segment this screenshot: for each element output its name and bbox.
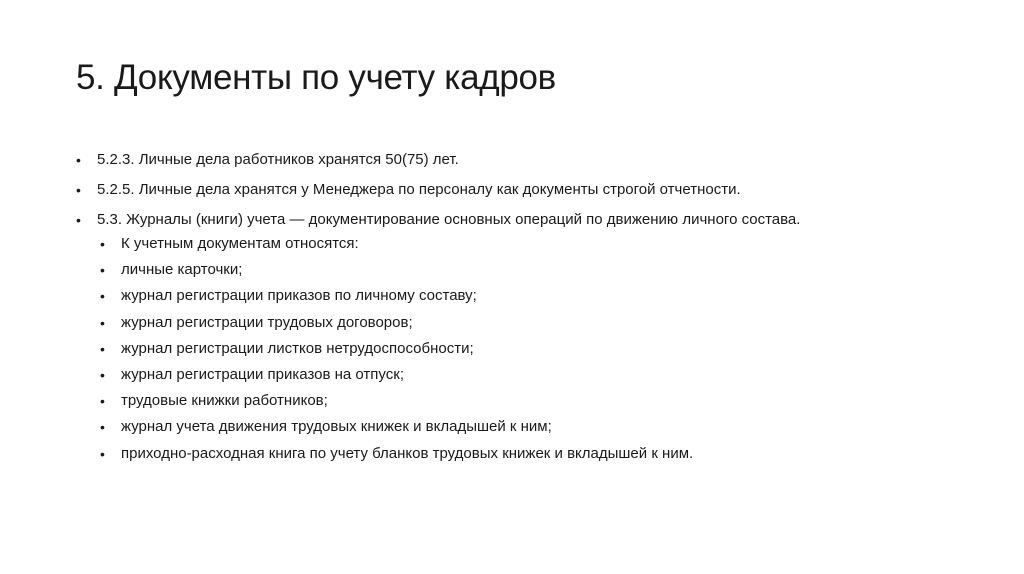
sub-list-item-text: личные карточки;: [121, 261, 243, 279]
list-item: [76, 180, 976, 200]
list-item: [76, 210, 976, 464]
sub-list-item-text: журнал регистрации трудовых договоров;: [121, 313, 413, 331]
sub-list-item-text: приходно-расходная книга по учету бланков трудовых книжек и вкладышей к ним.: [121, 444, 694, 462]
sub-list-item: [97, 365, 976, 385]
sub-list-item-text: журнал регистрации приказов на отпуск;: [121, 365, 404, 383]
sub-list-item: [97, 260, 976, 280]
sub-list-item: [97, 339, 976, 359]
sub-list: [97, 234, 976, 464]
sub-list-item-text: журнал регистрации приказов по личному составу;: [121, 287, 477, 305]
bullet-icon: •: [100, 262, 105, 279]
list-item: [76, 150, 976, 170]
list-item-text: 5.2.3. Личные дела работников хранятся 50(75) лет.: [97, 151, 459, 168]
bullet-icon: •: [76, 182, 81, 198]
slide-title: 5. Документы по учету кадров: [76, 58, 556, 97]
bullet-icon: •: [100, 314, 105, 331]
bullet-icon: •: [100, 340, 105, 357]
sub-list-item: [97, 313, 976, 333]
sub-list-item-text: журнал регистрации листков нетрудоспособности;: [121, 339, 474, 357]
list-item-text: 5.3. Журналы (книги) учета — документирование основных операций по движению личного состава.: [97, 211, 801, 228]
sub-list-item-text: трудовые книжки работников;: [121, 392, 328, 410]
sub-list-item-text: журнал учета движения трудовых книжек и вкладышей к ним;: [121, 418, 552, 436]
bullet-icon: •: [100, 445, 105, 462]
sub-list-item: [97, 286, 976, 306]
sub-list-item-text: К учетным документам относятся:: [121, 235, 359, 252]
bullet-icon: •: [100, 366, 105, 383]
bullet-icon: •: [100, 393, 105, 410]
bullet-icon: •: [100, 236, 105, 252]
sub-list-item: [97, 444, 976, 464]
list-item-text: 5.2.5. Личные дела хранятся у Менеджера по персоналу как документы строгой отчетности.: [97, 181, 741, 198]
sub-list-item: [97, 417, 976, 437]
sub-list-item: [97, 391, 976, 411]
sub-list-item: [97, 234, 976, 254]
bullet-icon: •: [76, 212, 81, 228]
bullet-icon: •: [100, 288, 105, 305]
bullet-list: [76, 150, 976, 474]
bullet-icon: •: [76, 152, 81, 168]
bullet-icon: •: [100, 419, 105, 436]
